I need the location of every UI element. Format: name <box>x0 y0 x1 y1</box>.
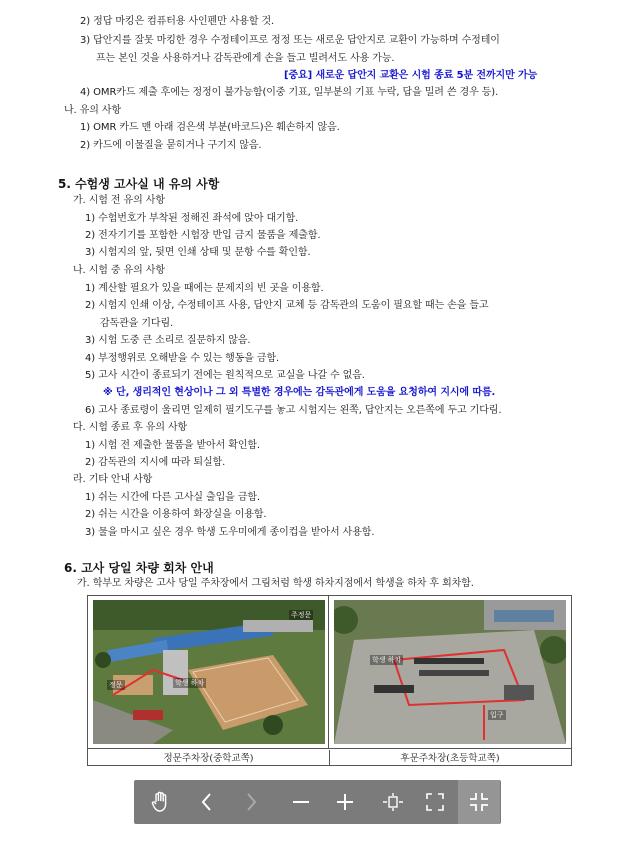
back-parking-aerial-photo <box>334 600 566 744</box>
text-line: 프는 본인 것을 사용하거나 감독관에게 손을 들고 빌려서도 사용 가능. <box>96 53 395 64</box>
minus-icon <box>292 793 310 811</box>
photo-caption: 정문주차장(중학교쪽) <box>163 753 254 764</box>
text-line: 3) 시험 도중 큰 소리로 질문하지 않음. <box>85 335 251 346</box>
fit-width-button[interactable] <box>372 780 414 824</box>
text-line: 1) 계산할 필요가 있을 때에는 문제지의 빈 곳을 이용함. <box>85 283 324 294</box>
text-line: 4) 부정행위로 오해받을 수 있는 행동을 금함. <box>85 353 280 364</box>
previous-page-button[interactable] <box>186 780 228 824</box>
text-line: 3) 답안지를 잘못 마킹한 경우 수정테이프로 정정 또는 새로운 답안지로 교환이 가능하며 수정테이 <box>80 35 500 46</box>
text-line: 1) OMR 카드 맨 아래 검은색 부분(바코드)은 훼손하지 않음. <box>80 122 340 133</box>
zoom-out-button[interactable] <box>280 780 322 824</box>
zoom-in-button[interactable] <box>324 780 366 824</box>
chevron-right-icon <box>244 792 258 812</box>
front-parking-aerial-photo <box>93 600 325 744</box>
next-page-button[interactable] <box>230 780 272 824</box>
hand-icon <box>151 791 171 813</box>
section-heading: 6. 고사 당일 차량 회차 안내 <box>64 561 214 575</box>
plus-icon <box>336 793 354 811</box>
photo-label: 정문 <box>109 681 123 689</box>
text-line: 1) 시험 전 제출한 물품을 받아서 확인함. <box>85 440 261 451</box>
text-line: 5) 고사 시간이 종료되기 전에는 원칙적으로 교실을 나갈 수 없음. <box>85 370 365 381</box>
parking-photo-table <box>87 595 572 766</box>
caption-row <box>88 748 571 766</box>
hand-tool-button[interactable] <box>140 780 182 824</box>
text-line: 4) OMR카드 제출 후에는 정정이 불가능함(이중 기표, 일부분의 기표 누락, 답을 밀려 쓴 경우 등). <box>80 87 499 98</box>
special-note: ※ 단, 생리적인 현상이나 그 외 특별한 경우에는 감독관에게 도움을 요청하여 지시에 따름. <box>103 387 496 398</box>
fullscreen-button[interactable] <box>414 780 456 824</box>
photo-label: 학생 하차 <box>175 679 205 687</box>
photo-caption: 후문주차장(초등학교쪽) <box>329 750 570 766</box>
fullscreen-icon <box>426 793 444 811</box>
photo-cell-back <box>329 596 570 748</box>
photo-label: 입구 <box>490 711 504 719</box>
text-line: 1) 쉬는 시간에 다른 고사실 출입을 금함. <box>85 492 261 503</box>
subsection-title: 나. 유의 사항 <box>64 105 122 116</box>
photo-label: 주정문 <box>291 611 312 619</box>
subsection-title: 라. 기타 안내 사항 <box>73 474 153 485</box>
text-line: 2) 정답 마킹은 컴퓨터용 사인펜만 사용할 것. <box>80 16 275 27</box>
important-note: [중요] 새로운 답안지 교환은 시험 종료 5분 전까지만 가능 <box>284 70 538 81</box>
text-line: 1) 수험번호가 부착된 정해진 좌석에 앉아 대기함. <box>85 213 299 224</box>
photo-label: 학생 하차 <box>372 656 402 664</box>
text-line: 2) 감독관의 지시에 따라 퇴실함. <box>85 457 226 468</box>
text-line: 6) 고사 종료령이 울리면 일제히 필기도구를 놓고 시험지는 왼쪽, 답안지는 오른쪽에 두고 기다림. <box>85 405 502 416</box>
text-line: 2) 전자기기를 포함한 시험장 반입 금지 물품을 제출함. <box>85 230 321 241</box>
text-line: 감독관을 기다림. <box>100 318 174 329</box>
fit-width-icon <box>383 793 403 811</box>
text-line: 3) 물을 마시고 싶은 경우 학생 도우미에게 종이컵을 받아서 사용함. <box>85 527 375 538</box>
subsection-title: 다. 시험 종료 후 유의 사항 <box>73 422 188 433</box>
pdf-viewer-toolbar <box>134 780 501 824</box>
subsection-title: 나. 시험 중 유의 사항 <box>73 265 165 276</box>
text-line: 3) 시험지의 앞, 뒷면 인쇄 상태 및 문항 수를 확인함. <box>85 247 311 258</box>
text-line: 가. 학부모 차량은 고사 당일 주차장에서 그림처럼 학생 하차지점에서 학생을 하차 후 회차함. <box>77 578 474 589</box>
exit-fullscreen-icon <box>469 792 489 812</box>
exit-fullscreen-button[interactable] <box>458 780 500 824</box>
photo-cell-front <box>88 596 329 748</box>
text-line: 2) 쉬는 시간을 이용하여 화장실을 이용함. <box>85 509 267 520</box>
text-line: 2) 시험지 인쇄 이상, 수정테이프 사용, 답안지 교체 등 감독관의 도움이 필요할 때는 손을 들고 <box>85 300 489 311</box>
subsection-title: 가. 시험 전 유의 사항 <box>73 195 165 206</box>
chevron-left-icon <box>200 792 214 812</box>
text-line: 2) 카드에 이물질을 묻히거나 구기지 않음. <box>80 140 262 151</box>
section-heading: 5. 수험생 고사실 내 유의 사항 <box>58 177 220 191</box>
